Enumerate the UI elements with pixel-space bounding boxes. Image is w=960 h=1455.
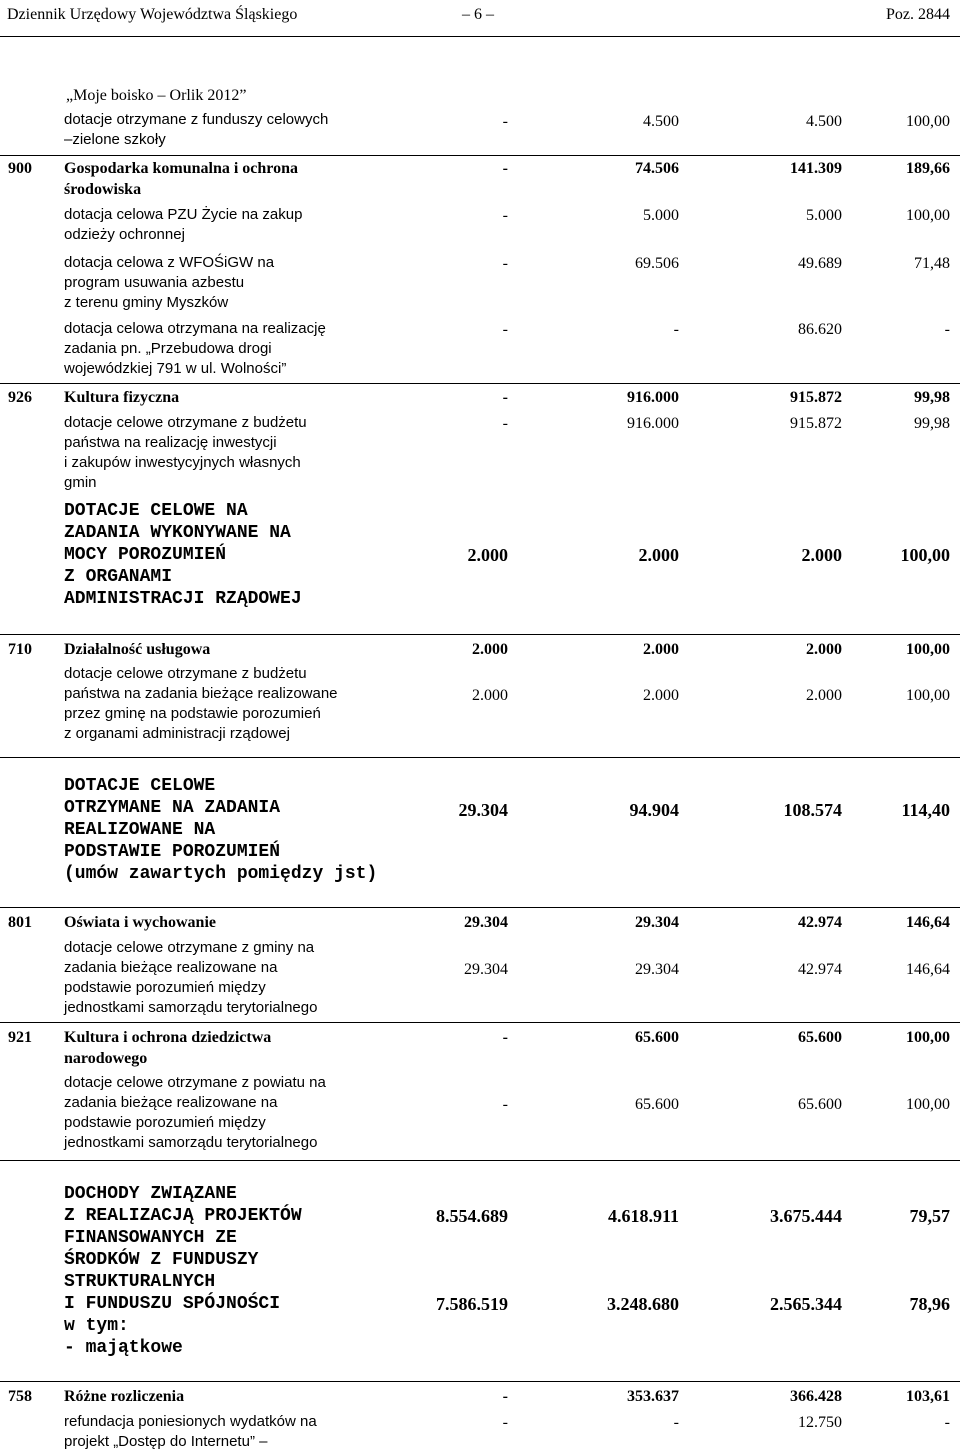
value-col3: 2.000 bbox=[801, 545, 842, 565]
value-col1: 29.304 bbox=[464, 914, 508, 931]
value-col3: 2.000 bbox=[806, 687, 842, 704]
value-col2: 2.000 bbox=[638, 545, 679, 565]
value-col1: - bbox=[502, 1388, 508, 1405]
row-code: 900 bbox=[8, 160, 32, 177]
journal-title: Dziennik Urzędowy Województwa Śląskiego bbox=[7, 6, 298, 23]
value-col1: 29.304 bbox=[458, 800, 508, 820]
value-col2: 29.304 bbox=[635, 914, 679, 931]
value-col4: 100,00 bbox=[906, 641, 950, 658]
value-col3: 42.974 bbox=[798, 961, 842, 978]
row-desc: dotacje celowe otrzymane z gminy na zadania bieżące realizowane na podstawie porozumień między jednostkami samorządu terytorialnego bbox=[64, 939, 318, 1016]
value-col1-majatkowe: 7.586.519 bbox=[436, 1294, 508, 1314]
row-desc: Gospodarka komunalna i ochrona środowiska bbox=[64, 160, 298, 198]
value-col1: - bbox=[502, 207, 508, 224]
table-row bbox=[0, 1160, 960, 1358]
value-col1: - bbox=[502, 1029, 508, 1046]
value-col3: 141.309 bbox=[790, 160, 842, 177]
row-desc: refundacja poniesionych wydatków na projekt „Dostęp do Internetu” – bbox=[64, 1413, 317, 1450]
row-desc: Różne rozliczenia bbox=[64, 1388, 185, 1405]
value-col4: - bbox=[944, 1414, 950, 1431]
table-row bbox=[0, 1022, 960, 1067]
value-col2: 916.000 bbox=[627, 415, 679, 432]
row-desc: dotacja celowa PZU Życie na zakup odzieży ochronnej bbox=[64, 206, 303, 243]
value-col3: 2.000 bbox=[806, 641, 842, 658]
row-desc: Kultura fizyczna bbox=[64, 389, 180, 406]
row-code: 758 bbox=[8, 1388, 32, 1405]
value-col2: 74.506 bbox=[635, 160, 679, 177]
value-col3: 65.600 bbox=[798, 1096, 842, 1113]
value-col3: 3.675.444 bbox=[770, 1206, 842, 1226]
value-col3: 366.428 bbox=[790, 1388, 842, 1405]
value-col1: - bbox=[502, 415, 508, 432]
value-col1: - bbox=[502, 1414, 508, 1431]
row-desc: dotacje celowe otrzymane z powiatu na zadania bieżące realizowane na podstawie porozumień między jednostkami samorządu terytorialnego bbox=[64, 1074, 326, 1151]
value-col2: 4.500 bbox=[643, 113, 679, 130]
value-col2: 69.506 bbox=[635, 255, 679, 272]
value-col4: 146,64 bbox=[906, 961, 950, 978]
value-col3: 915.872 bbox=[790, 389, 842, 406]
value-col4: 100,00 bbox=[906, 207, 950, 224]
value-col4-majatkowe: 78,96 bbox=[909, 1294, 950, 1314]
value-col3: 4.500 bbox=[806, 113, 842, 130]
value-col2: 353.637 bbox=[627, 1388, 679, 1405]
value-col4: 100,00 bbox=[900, 545, 950, 565]
position-number: Poz. 2844 bbox=[886, 6, 950, 23]
value-col4: 79,57 bbox=[909, 1206, 950, 1226]
value-col1: - bbox=[502, 389, 508, 406]
value-col4: 114,40 bbox=[901, 800, 950, 820]
row-desc: „Moje boisko – Orlik 2012” bbox=[66, 87, 247, 104]
value-col2: 65.600 bbox=[635, 1029, 679, 1046]
value-col2: 29.304 bbox=[635, 961, 679, 978]
value-col4: 99,98 bbox=[914, 415, 950, 432]
value-col4: 100,00 bbox=[906, 1096, 950, 1113]
value-col1: 2.000 bbox=[472, 641, 508, 658]
value-col3-majatkowe: 2.565.344 bbox=[770, 1294, 842, 1314]
value-col3: 915.872 bbox=[790, 415, 842, 432]
value-col4: 146,64 bbox=[906, 914, 950, 931]
value-col4: 100,00 bbox=[906, 113, 950, 130]
value-col4: 103,61 bbox=[906, 1388, 950, 1405]
value-col3: 49.689 bbox=[798, 255, 842, 272]
value-col4: 100,00 bbox=[906, 1029, 950, 1046]
value-col1: - bbox=[502, 160, 508, 177]
row-desc: Działalność usługowa bbox=[64, 641, 211, 658]
row-desc: Kultura i ochrona dziedzictwa narodowego bbox=[64, 1029, 272, 1067]
row-code: 801 bbox=[8, 914, 32, 931]
row-desc: dotacja celowa z WFOŚiGW na program usuwania azbestu z terenu gminy Myszków bbox=[64, 254, 275, 311]
table-row bbox=[0, 757, 960, 884]
value-col1: 2.000 bbox=[472, 687, 508, 704]
table-row bbox=[0, 1381, 960, 1405]
row-desc: dotacja celowa otrzymana na realizację zadania pn. „Przebudowa drogi wojewódzkiej 791 w ul. Wolności” bbox=[64, 320, 326, 377]
value-col1: - bbox=[502, 321, 508, 338]
table-row bbox=[0, 907, 960, 931]
value-col4: 100,00 bbox=[906, 687, 950, 704]
row-desc: dotacje otrzymane z funduszy celowych –zielone szkoły bbox=[64, 111, 329, 148]
page-number: – 6 – bbox=[462, 6, 494, 23]
value-col1: - bbox=[502, 113, 508, 130]
table-row bbox=[0, 634, 960, 658]
value-col1: - bbox=[502, 1096, 508, 1113]
section-heading: DOCHODY ZWIĄZANE Z REALIZACJĄ PROJEKTÓW FINANSOWANYCH ZE ŚRODKÓW Z FUNDUSZY STRUKTURALNYCH I FUNDUSZU SPÓJNOŚCI w tym: - majątkowe bbox=[64, 1184, 302, 1358]
row-desc: dotacje celowe otrzymane z budżetu państwa na realizację inwestycji i zakupów inwestycyjnych własnych gmin bbox=[64, 414, 307, 491]
value-col1: 29.304 bbox=[464, 961, 508, 978]
value-col2-majatkowe: 3.248.680 bbox=[607, 1294, 679, 1314]
value-col2: 2.000 bbox=[643, 687, 679, 704]
value-col2: 94.904 bbox=[629, 800, 679, 820]
value-col2: - bbox=[673, 1414, 679, 1431]
row-code: 926 bbox=[8, 389, 32, 406]
value-col4: 71,48 bbox=[914, 255, 950, 272]
section-heading: DOTACJE CELOWE OTRZYMANE NA ZADANIA REALIZOWANE NA PODSTAWIE POROZUMIEŃ (umów zawartych pomiędzy jst) bbox=[64, 776, 378, 884]
row-code: 710 bbox=[8, 641, 32, 658]
value-col2: - bbox=[673, 321, 679, 338]
value-col3: 86.620 bbox=[798, 321, 842, 338]
value-col3: 12.750 bbox=[798, 1414, 842, 1431]
section-heading: DOTACJE CELOWE NA ZADANIA WYKONYWANE NA MOCY POROZUMIEŃ Z ORGANAMI ADMINISTRACJI RZĄDOWEJ bbox=[64, 501, 302, 609]
value-col2: 4.618.911 bbox=[607, 1206, 679, 1226]
row-desc: dotacje celowe otrzymane z budżetu państwa na zadania bieżące realizowane przez gminę na podstawie porozumień z organami administracji rządowej bbox=[64, 665, 338, 742]
value-col2: 2.000 bbox=[643, 641, 679, 658]
value-col2: 916.000 bbox=[627, 389, 679, 406]
value-col3: 108.574 bbox=[783, 800, 842, 820]
value-col1: - bbox=[502, 255, 508, 272]
table-row bbox=[0, 155, 960, 198]
value-col3: 65.600 bbox=[798, 1029, 842, 1046]
value-col1: 8.554.689 bbox=[436, 1206, 508, 1226]
value-col4: - bbox=[944, 321, 950, 338]
value-col3: 5.000 bbox=[806, 207, 842, 224]
value-col2: 5.000 bbox=[643, 207, 679, 224]
value-col3: 42.974 bbox=[798, 914, 842, 931]
value-col4: 99,98 bbox=[914, 389, 950, 406]
row-code: 921 bbox=[8, 1029, 32, 1046]
row-desc: Oświata i wychowanie bbox=[64, 914, 216, 931]
table-row bbox=[0, 383, 960, 406]
value-col2: 65.600 bbox=[635, 1096, 679, 1113]
value-col4: 189,66 bbox=[906, 160, 950, 177]
value-col1: 2.000 bbox=[467, 545, 508, 565]
page-header bbox=[0, 0, 960, 37]
